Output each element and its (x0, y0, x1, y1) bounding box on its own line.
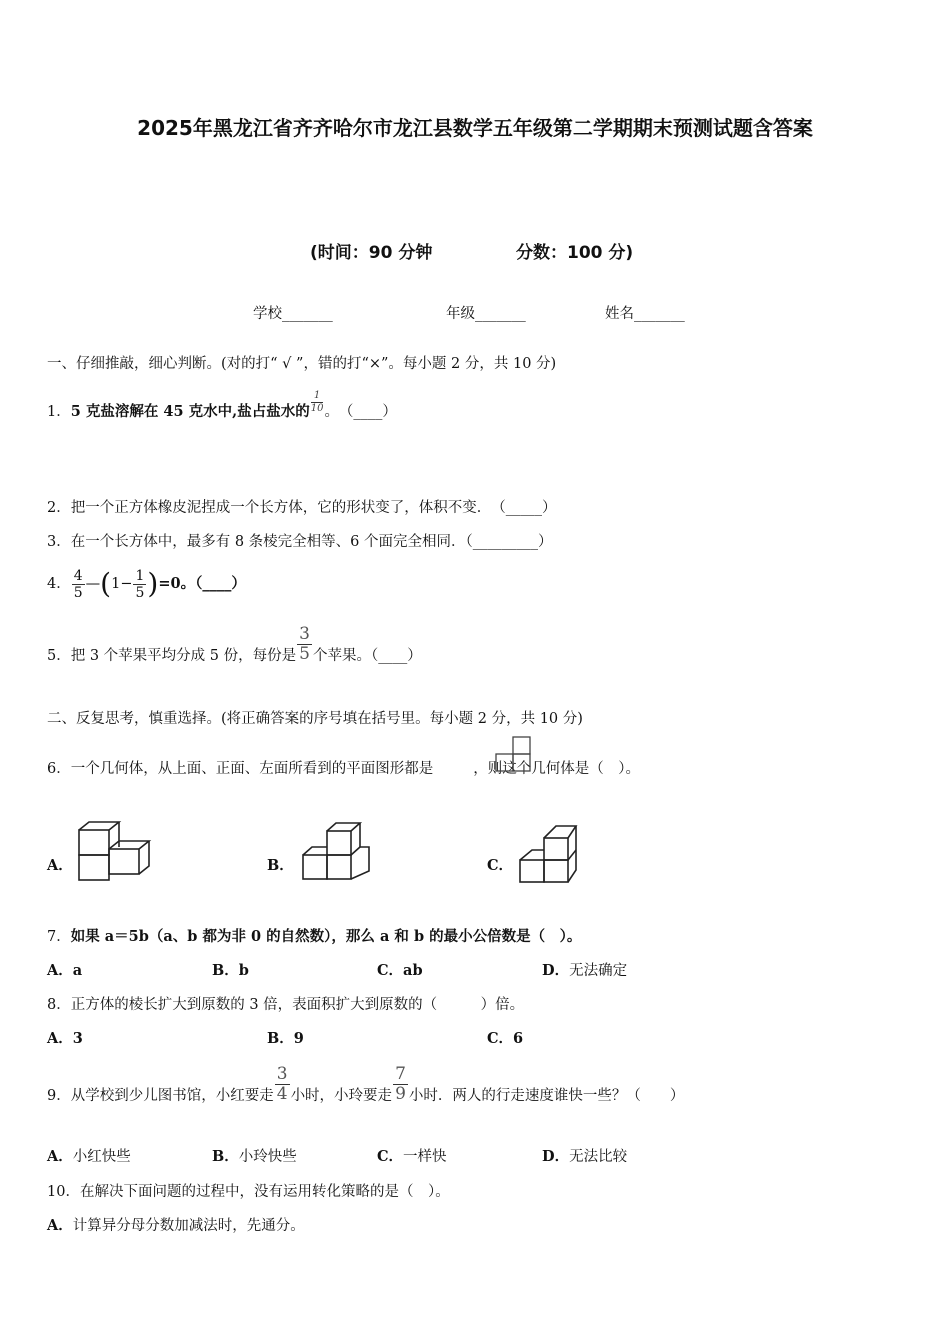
q5-text: 把 3 个苹果平均分成 5 份，每份是 (70, 648, 297, 664)
q3-text: 在一个长方体中，最多有 8 条棱完全相等、6 个面完全相同．（_________） (70, 534, 553, 550)
q1-tail: 。 （____） (324, 404, 397, 420)
q9-fraction-2 (393, 1063, 408, 1104)
q8-option-c[interactable] (487, 1027, 523, 1048)
exam-score: 分数：100 分) (516, 243, 634, 263)
question-8 (47, 993, 524, 1014)
q5-fraction (297, 623, 312, 664)
section2-heading: 二、反复思考，慎重选择。(将正确答案的序号填在括号里。每小题 2 分，共 10 分) (47, 711, 583, 727)
q8-number: 8． (47, 997, 71, 1013)
q9-a-text: 小红快些 (72, 1149, 131, 1165)
q7-option-b[interactable] (212, 959, 249, 980)
q1-text: 5 克盐溶解在 45 克水中,盐占盐水的 (70, 403, 310, 420)
question-10 (47, 1180, 450, 1201)
q4-f2-den: 5 (135, 584, 145, 601)
q7-a-text: a (72, 962, 83, 979)
q9-text-1: 从学校到少儿图书馆，小红要走 (70, 1088, 274, 1104)
q10-number: 10． (47, 1184, 80, 1200)
q6-option-a-figure-icon[interactable] (76, 818, 156, 884)
question-5 (47, 622, 422, 670)
q7-c-label: C． (377, 962, 404, 979)
q9-option-c[interactable] (377, 1145, 447, 1166)
q7-b-label: B． (212, 962, 239, 979)
q8-c-text: 6 (513, 1030, 524, 1047)
q4-number: 4． (47, 576, 71, 592)
q6-text: 一个几何体，从上面、正面、左面所看到的平面图形都是 (70, 761, 434, 777)
question-4 (47, 562, 246, 606)
section1-heading: 一、仔细推敲，细心判断。(对的打“ √ ”，错的打“×”。每小题 2 分，共 10 分) (47, 356, 557, 372)
q2-number: 2． (47, 500, 71, 516)
q8-b-label: B． (267, 1030, 294, 1047)
q5-tail: 个苹果。（____） (312, 648, 422, 664)
q7-number: 7． (47, 929, 71, 945)
q9-f2-den: 9 (395, 1083, 406, 1104)
school-field[interactable]: 学校_______ (253, 306, 333, 322)
q6-option-b[interactable]: B． (267, 857, 294, 874)
q9-option-a[interactable] (47, 1145, 131, 1166)
question-9 (47, 1062, 684, 1110)
question-7 (47, 925, 581, 946)
q9-c-text: 一样快 (403, 1149, 447, 1165)
q9-a-label: A． (47, 1148, 73, 1165)
q8-a-label: A． (47, 1030, 73, 1047)
q7-b-text: b (238, 962, 249, 979)
q7-a-label: A． (47, 962, 73, 979)
q6-option-c-figure-icon[interactable] (514, 822, 584, 888)
q7-d-label: D． (542, 962, 570, 979)
q6-option-c[interactable]: C． (487, 857, 514, 874)
q9-option-b[interactable] (212, 1145, 297, 1166)
q5-frac-den: 5 (299, 643, 310, 664)
q8-c-label: C． (487, 1030, 514, 1047)
q7-option-a[interactable] (47, 959, 82, 980)
q7-c-text: ab (403, 962, 423, 979)
q9-b-text: 小玲快些 (238, 1149, 297, 1165)
q6-number: 6． (47, 761, 71, 777)
q4-minus: — (85, 576, 101, 592)
q4-right-paren: ) (147, 567, 159, 600)
q8-option-b[interactable] (267, 1027, 304, 1048)
question-1 (47, 389, 397, 424)
q9-d-label: D． (542, 1148, 570, 1165)
question-3 (47, 530, 553, 551)
q7-d-text: 无法确定 (569, 963, 628, 979)
q10-a-label: A． (47, 1217, 73, 1234)
q10-text: 在解决下面问题的过程中，没有运用转化策略的是（ ）。 (79, 1184, 450, 1200)
q1-frac-den: 10 (310, 402, 324, 414)
q9-c-label: C． (377, 1148, 404, 1165)
q1-fraction (311, 391, 324, 414)
q6-option-a[interactable]: A． (47, 857, 73, 874)
q8-b-text: 9 (293, 1030, 304, 1047)
q3-number: 3． (47, 534, 71, 550)
q9-text-2: 小时，小玲要走 (290, 1088, 393, 1104)
q6-view-shape-icon (494, 735, 534, 775)
q9-b-label: B． (212, 1148, 239, 1165)
q4-fraction-1 (72, 569, 85, 600)
q5-frac-num: 3 (299, 623, 310, 644)
q8-a-text: 3 (72, 1030, 83, 1047)
q4-fraction-2 (133, 569, 146, 600)
q10-a-text: 计算异分母分数加减法时，先通分。 (72, 1218, 305, 1234)
q7-text: 如果 a＝5b（a、b 都为非 0 的自然数），那么 a 和 b 的最小公倍数是（ ）。 (70, 928, 582, 945)
q2-text: 把一个正方体橡皮泥捏成一个长方体，它的形状变了，体积不变． （_____） (70, 500, 557, 516)
q4-f2-num: 1 (135, 567, 145, 584)
q9-text-3: 小时．两人的行走速度谁快一些？（ ） (408, 1088, 685, 1104)
q9-number: 9． (47, 1088, 71, 1104)
q4-f1-den: 5 (73, 584, 83, 601)
q4-tail: =0。（____） (158, 575, 246, 592)
name-field[interactable]: 姓名_______ (605, 306, 685, 322)
grade-field[interactable]: 年级_______ (446, 306, 526, 322)
question-2 (47, 496, 556, 517)
exam-time: (时间：90 分钟 (310, 243, 433, 263)
page-title: 2025年黑龙江省齐齐哈尔市龙江县数学五年级第二学期期末预测试题含答案 (137, 116, 813, 140)
q1-number: 1． (47, 404, 71, 420)
q10-option-a[interactable] (47, 1214, 305, 1235)
q5-number: 5． (47, 648, 71, 664)
q7-option-d[interactable] (542, 959, 627, 980)
q9-option-d[interactable] (542, 1145, 627, 1166)
q9-d-text: 无法比较 (569, 1149, 628, 1165)
q9-fraction-1 (275, 1063, 290, 1104)
q6-tail: ，则这个几何体是（ ）。 (473, 761, 640, 777)
q7-option-c[interactable] (377, 959, 423, 980)
q4-left-paren: ( (100, 567, 112, 600)
q9-f1-num: 3 (276, 1063, 288, 1084)
q1-frac-num: 1 (311, 391, 324, 403)
q8-option-a[interactable] (47, 1027, 83, 1048)
q8-text: 正方体的棱长扩大到原数的 3 倍，表面积扩大到原数的（ ）倍。 (70, 997, 525, 1013)
question-6 (47, 757, 640, 778)
q9-f2-num: 7 (395, 1063, 406, 1084)
q4-one-minus: 1− (111, 576, 133, 592)
q6-option-b-figure-icon[interactable] (300, 818, 380, 884)
q9-f1-den: 4 (276, 1083, 288, 1104)
q4-f1-num: 4 (73, 567, 83, 584)
